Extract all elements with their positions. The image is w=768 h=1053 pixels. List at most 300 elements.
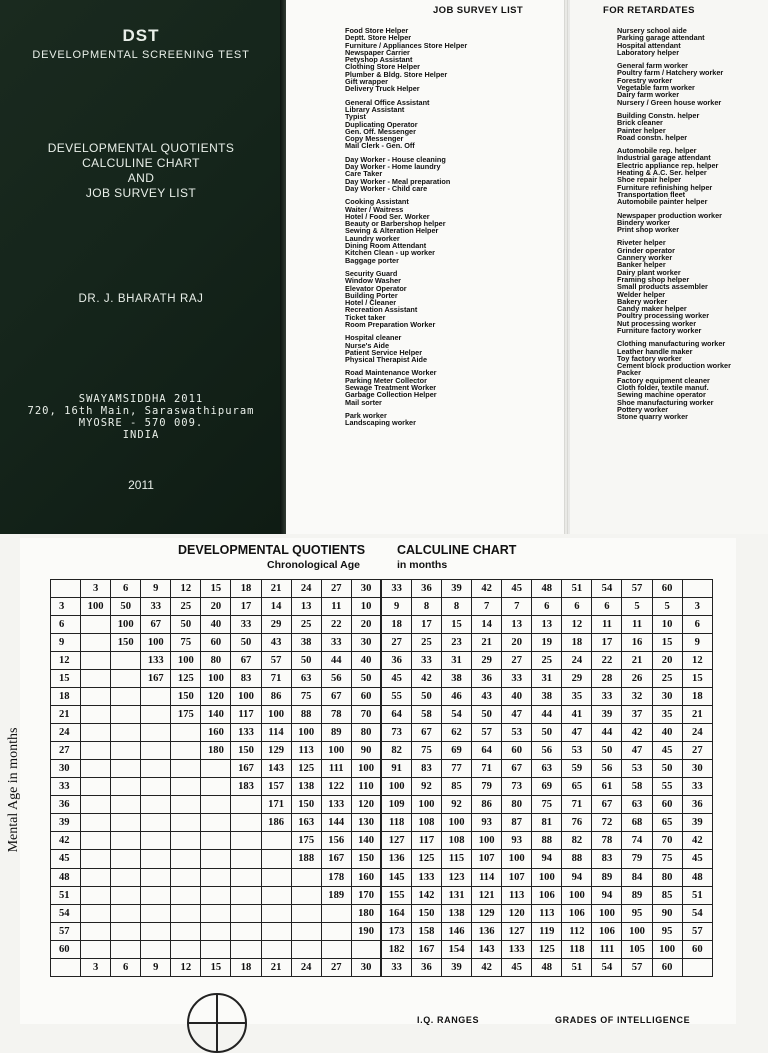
dq-value-cell: 57 [261, 652, 291, 670]
chronological-age-header: 39 [442, 580, 472, 598]
dq-value-cell: 38 [291, 634, 321, 652]
job-item: Dairy farm worker [617, 90, 680, 100]
dq-value-cell: 170 [351, 886, 381, 904]
cover-line-2: CALCULINE CHART [82, 156, 200, 170]
dq-value-cell: 27 [502, 652, 532, 670]
dq-value-cell: 100 [622, 922, 652, 940]
job-item: Banker helper [617, 260, 666, 270]
job-group [617, 112, 765, 141]
dq-value-cell: 47 [502, 706, 532, 724]
dq-value-cell: 75 [291, 688, 321, 706]
cover-panel [0, 0, 282, 534]
dq-value-cell: 63 [291, 670, 321, 688]
dq-value-cell: 143 [472, 940, 502, 958]
job-item: Road Maintenance Worker [345, 368, 437, 378]
dq-value-cell: 81 [532, 814, 562, 832]
mental-age-header: 27 [51, 742, 81, 760]
job-item: Painter helper [617, 125, 666, 135]
dq-value-cell: 80 [201, 652, 231, 670]
job-item: Framing shop helper [617, 274, 690, 284]
chronological-age-header: 33 [381, 580, 411, 598]
dq-value-cell [171, 868, 201, 886]
dq-value-cell: 77 [442, 760, 472, 778]
job-item: Forestry worker [617, 75, 673, 85]
dq-value-cell: 17 [592, 634, 622, 652]
job-item: Nursery school aide [617, 26, 687, 35]
dq-value-cell: 100 [261, 706, 291, 724]
dq-value-cell: 108 [442, 832, 472, 850]
dq-value-cell: 129 [472, 904, 502, 922]
dq-value-cell: 80 [351, 724, 381, 742]
table-row [51, 598, 713, 616]
dq-value-cell: 163 [291, 814, 321, 832]
dq-value-cell: 45 [652, 742, 682, 760]
job-item: Security Guard [345, 268, 398, 278]
dq-value-cell: 89 [321, 724, 351, 742]
job-item: Hospital attendant [617, 40, 681, 50]
dq-value-cell: 20 [652, 652, 682, 670]
dq-value-cell: 150 [111, 634, 141, 652]
job-survey-list [345, 27, 560, 433]
chronological-age-header: 24 [291, 580, 321, 598]
job-item: Typist [345, 112, 366, 122]
cover-author: DR. J. BHARATH RAJ [78, 293, 204, 305]
dq-value-cell: 19 [532, 634, 562, 652]
dq-value-cell: 118 [562, 940, 592, 958]
dq-value-cell [111, 796, 141, 814]
dq-value-cell [111, 778, 141, 796]
cover-line-4: JOB SURVEY LIST [85, 186, 197, 200]
chronological-age-header-row [51, 580, 713, 598]
chart-title-right: CALCULINE CHART [397, 543, 517, 557]
dq-value-cell: 33 [141, 598, 171, 616]
chronological-age-header: 12 [171, 580, 201, 598]
mental-age-header-right: 3 [682, 598, 712, 616]
chronological-age-header: 48 [532, 958, 562, 976]
dq-value-cell: 56 [321, 670, 351, 688]
dq-value-cell [201, 850, 231, 868]
dq-value-cell [81, 652, 111, 670]
dq-value-cell: 67 [502, 760, 532, 778]
dq-value-cell: 120 [201, 688, 231, 706]
dq-value-cell [201, 922, 231, 940]
dq-value-cell: 117 [231, 706, 261, 724]
dq-value-cell: 122 [321, 778, 351, 796]
dq-value-cell: 31 [532, 670, 562, 688]
job-item: General Office Assistant [345, 97, 430, 107]
dq-value-cell: 29 [562, 670, 592, 688]
corner-cell [51, 958, 81, 976]
job-item: Parking garage attendant [617, 33, 705, 43]
job-item: Kitchen Clean - up worker [345, 248, 436, 258]
dq-value-cell: 32 [622, 688, 652, 706]
dq-value-cell: 43 [261, 634, 291, 652]
dq-value-cell: 91 [381, 760, 411, 778]
dq-value-cell [81, 706, 111, 724]
chronological-age-footer-row [51, 958, 713, 976]
dq-value-cell [111, 832, 141, 850]
chronological-age-header: 27 [321, 580, 351, 598]
dq-value-cell [201, 814, 231, 832]
dq-value-cell: 93 [502, 832, 532, 850]
dq-value-cell [81, 688, 111, 706]
job-item: Day Worker - Child care [345, 183, 428, 193]
dq-value-cell [111, 652, 141, 670]
chronological-age-header: 51 [562, 580, 592, 598]
job-item: Laboratory helper [617, 47, 680, 57]
dq-value-cell: 65 [652, 814, 682, 832]
dq-value-cell: 59 [562, 760, 592, 778]
dq-value-cell: 95 [652, 922, 682, 940]
dq-value-cell: 11 [622, 616, 652, 634]
dq-value-cell: 72 [592, 814, 622, 832]
chronological-age-header: 21 [261, 580, 291, 598]
dq-value-cell: 100 [472, 832, 502, 850]
dq-value-cell: 71 [562, 796, 592, 814]
chronological-age-header: 36 [411, 958, 441, 976]
dq-value-cell: 100 [411, 796, 441, 814]
dq-value-cell: 189 [321, 886, 351, 904]
dq-value-cell: 106 [532, 886, 562, 904]
dq-value-cell: 80 [502, 796, 532, 814]
dq-value-cell: 100 [81, 598, 111, 616]
dq-value-cell [231, 940, 261, 958]
mental-age-header-right: 36 [682, 796, 712, 814]
dq-value-cell: 160 [351, 868, 381, 886]
dq-value-cell: 175 [171, 706, 201, 724]
job-item: Waiter / Waitress [345, 204, 404, 214]
dq-value-cell: 29 [472, 652, 502, 670]
chronological-age-header: 45 [502, 580, 532, 598]
job-item: Industrial garage attendant [617, 153, 711, 163]
dq-value-cell: 88 [562, 850, 592, 868]
dq-value-cell: 70 [351, 706, 381, 724]
dq-value-cell [291, 940, 321, 958]
dq-value-cell: 50 [111, 598, 141, 616]
job-item: Elevator Operator [345, 283, 407, 293]
job-item: Delivery Truck Helper [345, 84, 420, 94]
dq-value-cell: 39 [592, 706, 622, 724]
dq-value-cell: 182 [381, 940, 411, 958]
dq-value-cell: 23 [442, 634, 472, 652]
mental-age-header-right: 21 [682, 706, 712, 724]
dq-value-cell: 143 [261, 760, 291, 778]
dq-value-cell [141, 886, 171, 904]
dq-value-cell: 44 [321, 652, 351, 670]
mental-age-header-right: 57 [682, 922, 712, 940]
dq-value-cell: 25 [652, 670, 682, 688]
dq-value-cell: 100 [502, 850, 532, 868]
corner-cell [682, 958, 712, 976]
dq-value-cell [111, 670, 141, 688]
dq-value-cell: 12 [562, 616, 592, 634]
dq-value-cell [231, 796, 261, 814]
dq-value-cell [231, 814, 261, 832]
dq-value-cell: 63 [532, 760, 562, 778]
dq-value-cell: 44 [592, 724, 622, 742]
dq-value-cell: 114 [472, 868, 502, 886]
dq-value-cell [141, 814, 171, 832]
job-item: Small products assembler [617, 282, 708, 292]
job-item: Recreation Assistant [345, 305, 418, 315]
job-item: Clothing Store Helper [345, 62, 420, 72]
job-item: Heating & A.C. Ser. helper [617, 168, 707, 178]
dq-value-cell: 21 [622, 652, 652, 670]
dq-value-cell [261, 886, 291, 904]
dq-value-cell [171, 796, 201, 814]
mental-age-header: 45 [51, 850, 81, 868]
job-item: Room Preparation Worker [345, 319, 436, 329]
dq-value-cell [261, 868, 291, 886]
dq-value-cell: 30 [351, 634, 381, 652]
dq-value-cell: 167 [411, 940, 441, 958]
dq-value-cell: 100 [381, 778, 411, 796]
dq-value-cell: 53 [562, 742, 592, 760]
dq-value-cell: 50 [351, 670, 381, 688]
table-row [51, 652, 713, 670]
dq-value-cell [231, 832, 261, 850]
dq-value-cell [81, 940, 111, 958]
dq-value-cell: 40 [502, 688, 532, 706]
job-item: Nursery / Green house worker [617, 97, 722, 107]
dq-value-cell: 40 [351, 652, 381, 670]
dq-value-cell [231, 868, 261, 886]
corner-cell [51, 580, 81, 598]
job-group [617, 212, 765, 234]
mental-age-header: 33 [51, 778, 81, 796]
job-item: Laundry worker [345, 233, 400, 243]
job-item: Brick cleaner [617, 118, 663, 128]
dq-value-cell [171, 742, 201, 760]
job-item: Clothing manufacturing worker [617, 339, 726, 349]
dq-value-cell [81, 814, 111, 832]
dq-value-cell: 87 [502, 814, 532, 832]
dq-value-cell [141, 796, 171, 814]
dq-value-cell: 156 [321, 832, 351, 850]
mental-age-header-right: 60 [682, 940, 712, 958]
dq-value-cell [141, 760, 171, 778]
job-item: Packer [617, 368, 641, 378]
dq-value-cell: 118 [381, 814, 411, 832]
mental-age-header: 18 [51, 688, 81, 706]
dq-value-cell: 144 [321, 814, 351, 832]
job-item: Candy maker helper [617, 304, 687, 314]
dq-value-cell: 36 [381, 652, 411, 670]
job-item: Beauty or Barbershop helper [345, 219, 446, 229]
dq-value-cell: 155 [381, 886, 411, 904]
dq-value-cell: 67 [592, 796, 622, 814]
job-item: Dairy plant worker [617, 267, 681, 277]
mental-age-header: 3 [51, 598, 81, 616]
dq-value-cell: 27 [381, 634, 411, 652]
job-group [617, 62, 765, 106]
dq-value-cell [111, 922, 141, 940]
dq-value-cell: 100 [351, 760, 381, 778]
dq-value-cell [81, 832, 111, 850]
dq-value-cell: 75 [171, 634, 201, 652]
dq-value-cell [171, 886, 201, 904]
job-group [345, 156, 560, 192]
dq-value-cell: 20 [502, 634, 532, 652]
dq-value-cell [141, 868, 171, 886]
mental-age-header: 42 [51, 832, 81, 850]
job-item: Dining Room Attendant [345, 241, 427, 251]
dq-value-cell [81, 778, 111, 796]
job-item: Pottery worker [617, 404, 669, 414]
dq-value-cell: 60 [201, 634, 231, 652]
dq-value-cell: 94 [562, 868, 592, 886]
mental-age-header: 6 [51, 616, 81, 634]
dq-value-cell [171, 724, 201, 742]
dq-value-cell: 150 [291, 796, 321, 814]
dq-value-cell: 106 [592, 922, 622, 940]
dq-value-cell: 7 [502, 598, 532, 616]
job-item: Window Washer [345, 276, 402, 286]
dq-value-cell: 180 [201, 742, 231, 760]
table-row [51, 706, 713, 724]
dq-value-cell: 119 [532, 922, 562, 940]
dq-value-cell [141, 832, 171, 850]
dq-value-cell [231, 850, 261, 868]
dq-value-cell: 129 [261, 742, 291, 760]
mental-age-header: 30 [51, 760, 81, 778]
dq-value-cell: 11 [592, 616, 622, 634]
dq-value-cell: 67 [231, 652, 261, 670]
job-item: Cannery worker [617, 253, 673, 263]
cover-year: 2011 [128, 478, 154, 492]
grades-of-intelligence-heading: GRADES OF INTELLIGENCE [555, 1015, 691, 1025]
table-row [51, 670, 713, 688]
dq-value-cell: 94 [592, 886, 622, 904]
dq-value-cell: 56 [532, 742, 562, 760]
dq-value-cell [141, 742, 171, 760]
job-item: Building Porter [345, 290, 398, 300]
dq-value-cell: 82 [562, 832, 592, 850]
dq-value-cell: 117 [411, 832, 441, 850]
dq-value-cell: 8 [411, 598, 441, 616]
dq-value-cell [111, 940, 141, 958]
dq-value-cell [111, 814, 141, 832]
dq-value-cell: 92 [442, 796, 472, 814]
chronological-age-header: 39 [442, 958, 472, 976]
dq-value-cell: 100 [171, 652, 201, 670]
job-item: Food Store Helper [345, 26, 409, 35]
dq-value-cell: 10 [652, 616, 682, 634]
chronological-age-header: 60 [652, 958, 682, 976]
dq-value-cell: 86 [472, 796, 502, 814]
dq-value-cell: 100 [141, 634, 171, 652]
dq-value-cell: 47 [622, 742, 652, 760]
chronological-age-header: 33 [381, 958, 411, 976]
dq-value-cell [141, 850, 171, 868]
dq-value-cell: 57 [472, 724, 502, 742]
dq-value-cell: 106 [562, 904, 592, 922]
table-row [51, 886, 713, 904]
cover-address-2: MYOSRE - 570 009. [78, 417, 204, 429]
job-item: Duplicating Operator [345, 119, 418, 129]
dq-value-cell: 111 [592, 940, 622, 958]
job-item: Stone quarry worker [617, 412, 688, 422]
mental-age-header: 48 [51, 868, 81, 886]
dq-value-cell [141, 904, 171, 922]
cover-line-1: DEVELOPMENTAL QUOTIENTS [47, 141, 235, 155]
dq-value-cell: 60 [502, 742, 532, 760]
dq-value-cell [321, 904, 351, 922]
iq-ranges-heading: I.Q. RANGES [417, 1015, 480, 1025]
dq-value-cell: 171 [261, 796, 291, 814]
dq-value-cell: 69 [532, 778, 562, 796]
dq-value-cell: 90 [351, 742, 381, 760]
corner-cell [682, 580, 712, 598]
table-row [51, 940, 713, 958]
dq-value-cell: 83 [231, 670, 261, 688]
job-item: Bindery worker [617, 217, 671, 227]
chronological-age-header: 18 [231, 958, 261, 976]
dq-value-cell [141, 778, 171, 796]
dq-value-cell: 50 [171, 616, 201, 634]
dq-value-cell: 188 [291, 850, 321, 868]
dq-value-cell: 33 [321, 634, 351, 652]
dq-value-cell: 17 [231, 598, 261, 616]
dq-value-cell: 140 [351, 832, 381, 850]
dq-value-cell: 50 [231, 634, 261, 652]
dq-value-cell: 100 [652, 940, 682, 958]
dq-value-cell: 60 [351, 688, 381, 706]
mental-age-header: 21 [51, 706, 81, 724]
dq-value-cell: 113 [502, 886, 532, 904]
dq-value-cell [111, 850, 141, 868]
dq-value-cell: 10 [351, 598, 381, 616]
mental-age-header: 15 [51, 670, 81, 688]
dq-value-cell: 7 [472, 598, 502, 616]
job-item: Nut processing worker [617, 318, 697, 328]
dq-value-cell: 62 [442, 724, 472, 742]
job-item: Patient Service Helper [345, 347, 423, 357]
dq-value-cell: 71 [472, 760, 502, 778]
dq-value-cell [321, 922, 351, 940]
dq-value-cell: 150 [351, 850, 381, 868]
cover-line-3: AND [127, 171, 155, 185]
chart-title-left: DEVELOPMENTAL QUOTIENTS [178, 543, 366, 557]
dq-value-cell: 40 [652, 724, 682, 742]
dq-value-cell: 44 [532, 706, 562, 724]
dq-value-cell: 67 [411, 724, 441, 742]
dq-value-cell: 183 [231, 778, 261, 796]
dq-value-cell [111, 724, 141, 742]
mental-age-header-right: 39 [682, 814, 712, 832]
mental-age-header: 51 [51, 886, 81, 904]
job-item: Vegetable farm worker [617, 83, 695, 93]
dq-value-cell: 113 [291, 742, 321, 760]
dq-value-cell: 15 [442, 616, 472, 634]
chronological-age-header: 36 [411, 580, 441, 598]
dq-value-cell: 114 [261, 724, 291, 742]
dq-value-cell [111, 886, 141, 904]
chronological-age-header: 24 [291, 958, 321, 976]
dq-value-cell [171, 940, 201, 958]
dq-value-cell: 50 [532, 724, 562, 742]
dq-value-cell [111, 688, 141, 706]
dq-value-cell [141, 706, 171, 724]
dq-value-cell [261, 832, 291, 850]
dq-value-cell: 88 [532, 832, 562, 850]
job-item: Welder helper [617, 289, 666, 299]
dq-value-cell: 75 [411, 742, 441, 760]
dq-value-cell: 16 [622, 634, 652, 652]
chronological-age-header: 27 [321, 958, 351, 976]
dq-value-cell: 53 [502, 724, 532, 742]
dq-value-cell [81, 724, 111, 742]
